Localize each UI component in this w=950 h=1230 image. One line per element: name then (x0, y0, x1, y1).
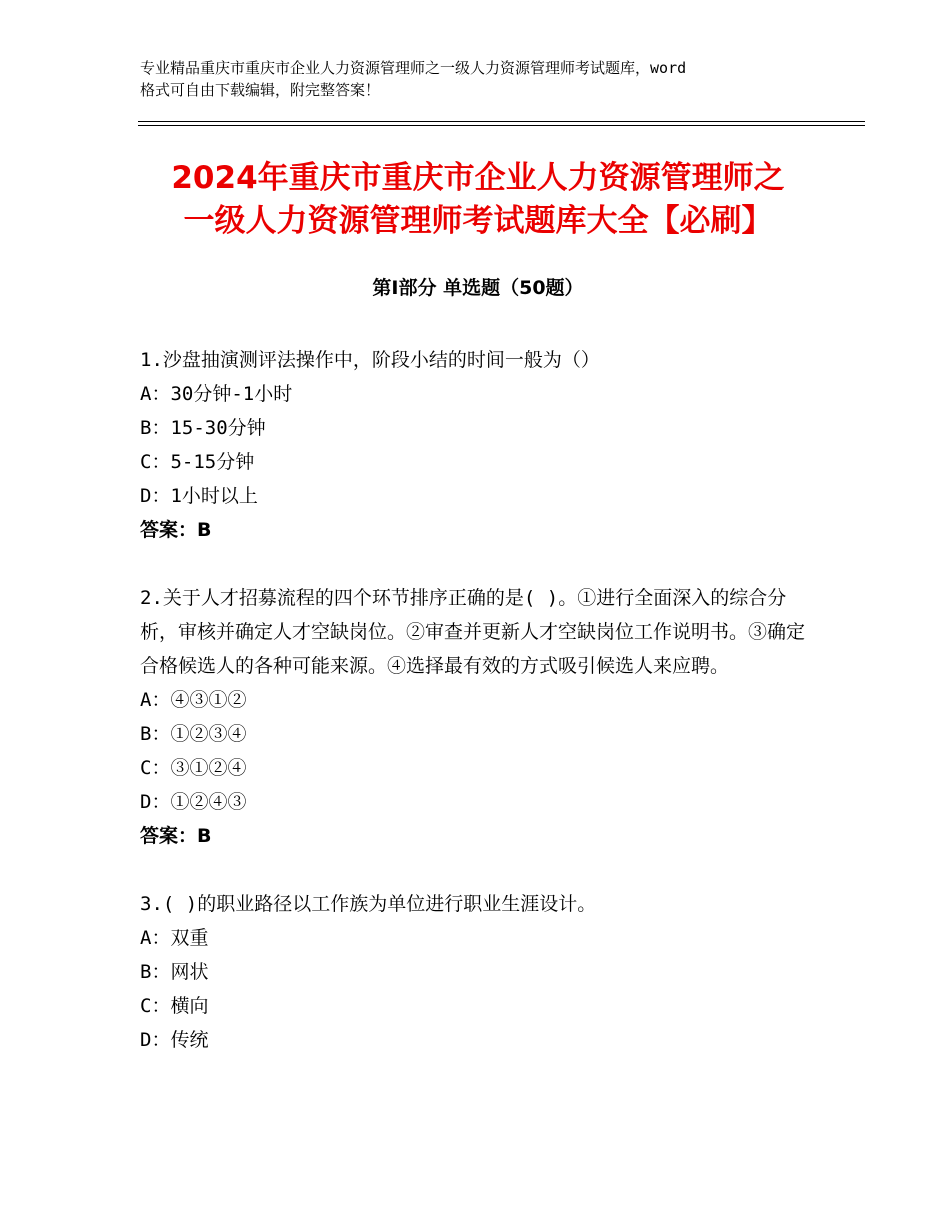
header-note-line-1: 专业精品重庆市重庆市企业人力资源管理师之一级人力资源管理师考试题库，word (140, 59, 687, 77)
option-d: D：①②④③ (140, 791, 247, 813)
option-c: C：横向 (140, 995, 209, 1017)
question-stem: 3.( )的职业路径以工作族为单位进行职业生涯设计。 (140, 893, 597, 915)
option-d: D：传统 (140, 1029, 209, 1051)
header-divider-thin (138, 121, 865, 122)
document-title-line-2: 一级人力资源管理师考试题库大全【必刷】 (183, 203, 773, 239)
question-3 (140, 887, 810, 1057)
option-b: B：网状 (140, 961, 209, 983)
question-2 (140, 581, 810, 853)
section-heading: 第Ⅰ部分 单选题（50题） (372, 277, 584, 299)
header-note (140, 57, 820, 101)
header-note-line-2: 格式可自由下载编辑，附完整答案！ (140, 81, 381, 99)
option-a: A：双重 (140, 927, 209, 949)
answer-label: 答案：B (140, 825, 212, 847)
document-title (138, 157, 818, 243)
option-d: D：1小时以上 (140, 485, 258, 507)
option-c: C：③①②④ (140, 757, 247, 779)
header-divider-thick (138, 125, 865, 126)
option-b: B：15-30分钟 (140, 417, 266, 439)
answer-label: 答案：B (140, 519, 212, 541)
option-b: B：①②③④ (140, 723, 247, 745)
question-stem: 1.沙盘抽演测评法操作中，阶段小结的时间一般为（） (140, 349, 600, 371)
question-1 (140, 343, 810, 547)
document-title-line-1: 2024年重庆市重庆市企业人力资源管理师之 (171, 160, 785, 196)
question-stem: 2.关于人才招募流程的四个环节排序正确的是( )。①进行全面深入的综合分析，审核并确定人才空缺岗位。②审查并更新人才空缺岗位工作说明书。③确定合格候选人的各种可能来源。④选择最有效的方式吸引候选人来应聘。 (140, 587, 806, 677)
option-a: A：④③①② (140, 689, 247, 711)
option-a: A：30分钟-1小时 (140, 383, 293, 405)
question-list (140, 343, 810, 1091)
option-c: C：5-15分钟 (140, 451, 255, 473)
